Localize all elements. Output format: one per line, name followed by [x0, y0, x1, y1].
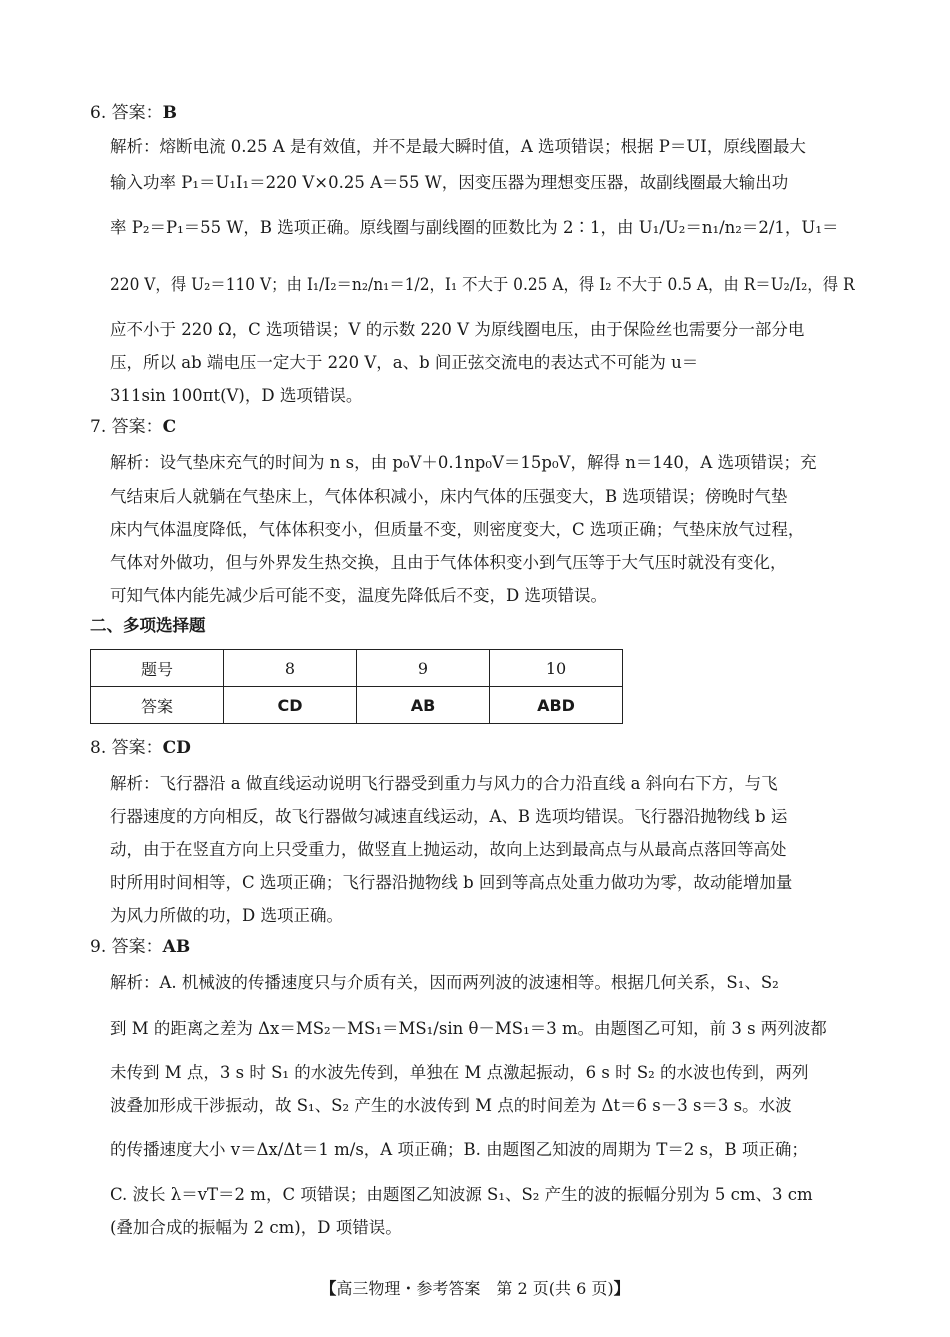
table-header-answer: 答案	[91, 687, 224, 724]
q8-line-2: 行器速度的方向相反，故飞行器做匀减速直线运动，A、B 选项均错误。飞行器沿抛物线 b 运	[110, 807, 788, 826]
q9-line-3: 未传到 M 点，3 s 时 S₁ 的水波先传到，单独在 M 点激起振动，6 s 时 S₂ 的水波也传到，两列	[110, 1063, 809, 1082]
table-cell-q10-number: 10	[490, 650, 623, 687]
q8-answer: CD	[162, 738, 191, 758]
q9-line-6: C. 波长 λ＝vT＝2 m，C 项错误；由题图乙知波源 S₁、S₂ 产生的波的振幅分别为 5 cm、3 cm	[110, 1185, 813, 1204]
q6-header	[90, 101, 177, 125]
table-cell-q9-number: 9	[357, 650, 490, 687]
table-cell-q10-answer: ABD	[490, 687, 623, 724]
q6-line-1: 解析：熔断电流 0.25 A 是有效值，并不是最大瞬时值，A 选项错误；根据 P＝UI，原线圈最大	[110, 137, 806, 156]
q9-line-7: (叠加合成的振幅为 2 cm)，D 项错误。	[110, 1218, 402, 1237]
q7-line-4: 气体对外做功，但与外界发生热交换，且由于气体体积变小到气压等于大气压时就没有变化，	[110, 553, 787, 572]
q7-label: 7. 答案：	[90, 417, 163, 437]
q8-line-1: 解析：飞行器沿 a 做直线运动说明飞行器受到重力与风力的合力沿直线 a 斜向右下方，与飞	[110, 774, 778, 793]
footer-text: 高三物理・参考答案 第 2 页(共 6 页)	[336, 1279, 614, 1298]
q8-line-5: 为风力所做的功，D 选项正确。	[110, 906, 343, 925]
q9-line-4: 波叠加形成干涉振动，故 S₁、S₂ 产生的水波传到 M 点的时间差为 Δt＝6 s－3 s＝3 s。水波	[110, 1096, 792, 1115]
q6-line-2: 输入功率 P₁＝U₁I₁＝220 V×0.25 A＝55 W，因变压器为理想变压器，故副线圈最大输出功	[110, 173, 789, 192]
q8-line-4: 时所用时间相等，C 选项正确；飞行器沿抛物线 b 回到等高点处重力做功为零，故动能增加量	[110, 873, 793, 892]
q7-line-2: 气结束后人就躺在气垫床上，气体体积减小，床内气体的压强变大，B 选项错误；傍晚时气垫	[110, 487, 788, 506]
q9-header	[90, 935, 190, 959]
q9-line-2: 到 M 的距离之差为 Δx＝MS₂－MS₁＝MS₁/sin θ－MS₁＝3 m。由题图乙可知，前 3 s 两列波都	[110, 1019, 827, 1038]
q9-line-5: 的传播速度大小 v＝Δx/Δt＝1 m/s，A 项正确；B. 由题图乙知波的周期为 T＝2 s，B 项正确；	[110, 1140, 808, 1159]
table-cell-q9-answer: AB	[357, 687, 490, 724]
q6-label: 6. 答案：	[90, 103, 163, 123]
q6-line-4: 220 V，得 U₂＝110 V；由 I₁/I₂＝n₂/n₁＝1/2，I₁ 不大于 0.25 A，得 I₂ 不大于 0.5 A，由 R＝U₂/I₂，得 R	[110, 275, 855, 294]
q7-line-3: 床内气体温度降低，气体体积变小，但质量不变，则密度变大，C 选项正确；气垫床放气过程，	[110, 520, 805, 539]
section-multiple-choice-heading: 二、多项选择题	[90, 616, 206, 635]
q6-line-5: 应不小于 220 Ω，C 选项错误；V 的示数 220 V 为原线圈电压，由于保险丝也需要分一部分电	[110, 320, 805, 339]
answer-table-row-answers	[91, 687, 623, 724]
q6-line-7: 311sin 100πt(V)，D 选项错误。	[110, 386, 363, 405]
q7-line-1: 解析：设气垫床充气的时间为 n s，由 p₀V＋0.1np₀V＝15p₀V，解得 n＝140，A 选项错误；充	[110, 453, 817, 472]
footer-left-bracket: 【	[320, 1279, 337, 1298]
q8-line-3: 动，由于在竖直方向上只受重力，做竖直上抛运动，故向上达到最高点与从最高点落回等高处	[110, 840, 787, 859]
q8-header	[90, 736, 191, 760]
q9-answer: AB	[162, 937, 191, 957]
table-cell-q8-number: 8	[224, 650, 357, 687]
table-cell-q8-answer: CD	[224, 687, 357, 724]
q7-header	[90, 415, 176, 439]
answer-table-row-numbers	[91, 650, 623, 687]
q8-label: 8. 答案：	[90, 738, 163, 758]
q6-line-3: 率 P₂＝P₁＝55 W，B 选项正确。原线圈与副线圈的匝数比为 2∶1，由 U₁/U₂＝n₁/n₂＝2/1，U₁＝	[110, 218, 839, 237]
q6-answer: B	[162, 103, 177, 123]
footer-right-bracket: 】	[613, 1279, 630, 1298]
q9-label: 9. 答案：	[90, 937, 163, 957]
answer-table	[90, 649, 623, 724]
q7-line-5: 可知气体内能先减少后可能不变，温度先降低后不变，D 选项错误。	[110, 586, 607, 605]
q6-line-6: 压，所以 ab 端电压一定大于 220 V，a、b 间正弦交流电的表达式不可能为 u＝	[110, 353, 699, 372]
table-header-question-number: 题号	[91, 650, 224, 687]
page-footer	[0, 1278, 950, 1300]
q7-answer: C	[162, 417, 177, 437]
q9-line-1: 解析：A. 机械波的传播速度只与介质有关，因而两列波的波速相等。根据几何关系，S₁、S₂	[110, 973, 779, 992]
